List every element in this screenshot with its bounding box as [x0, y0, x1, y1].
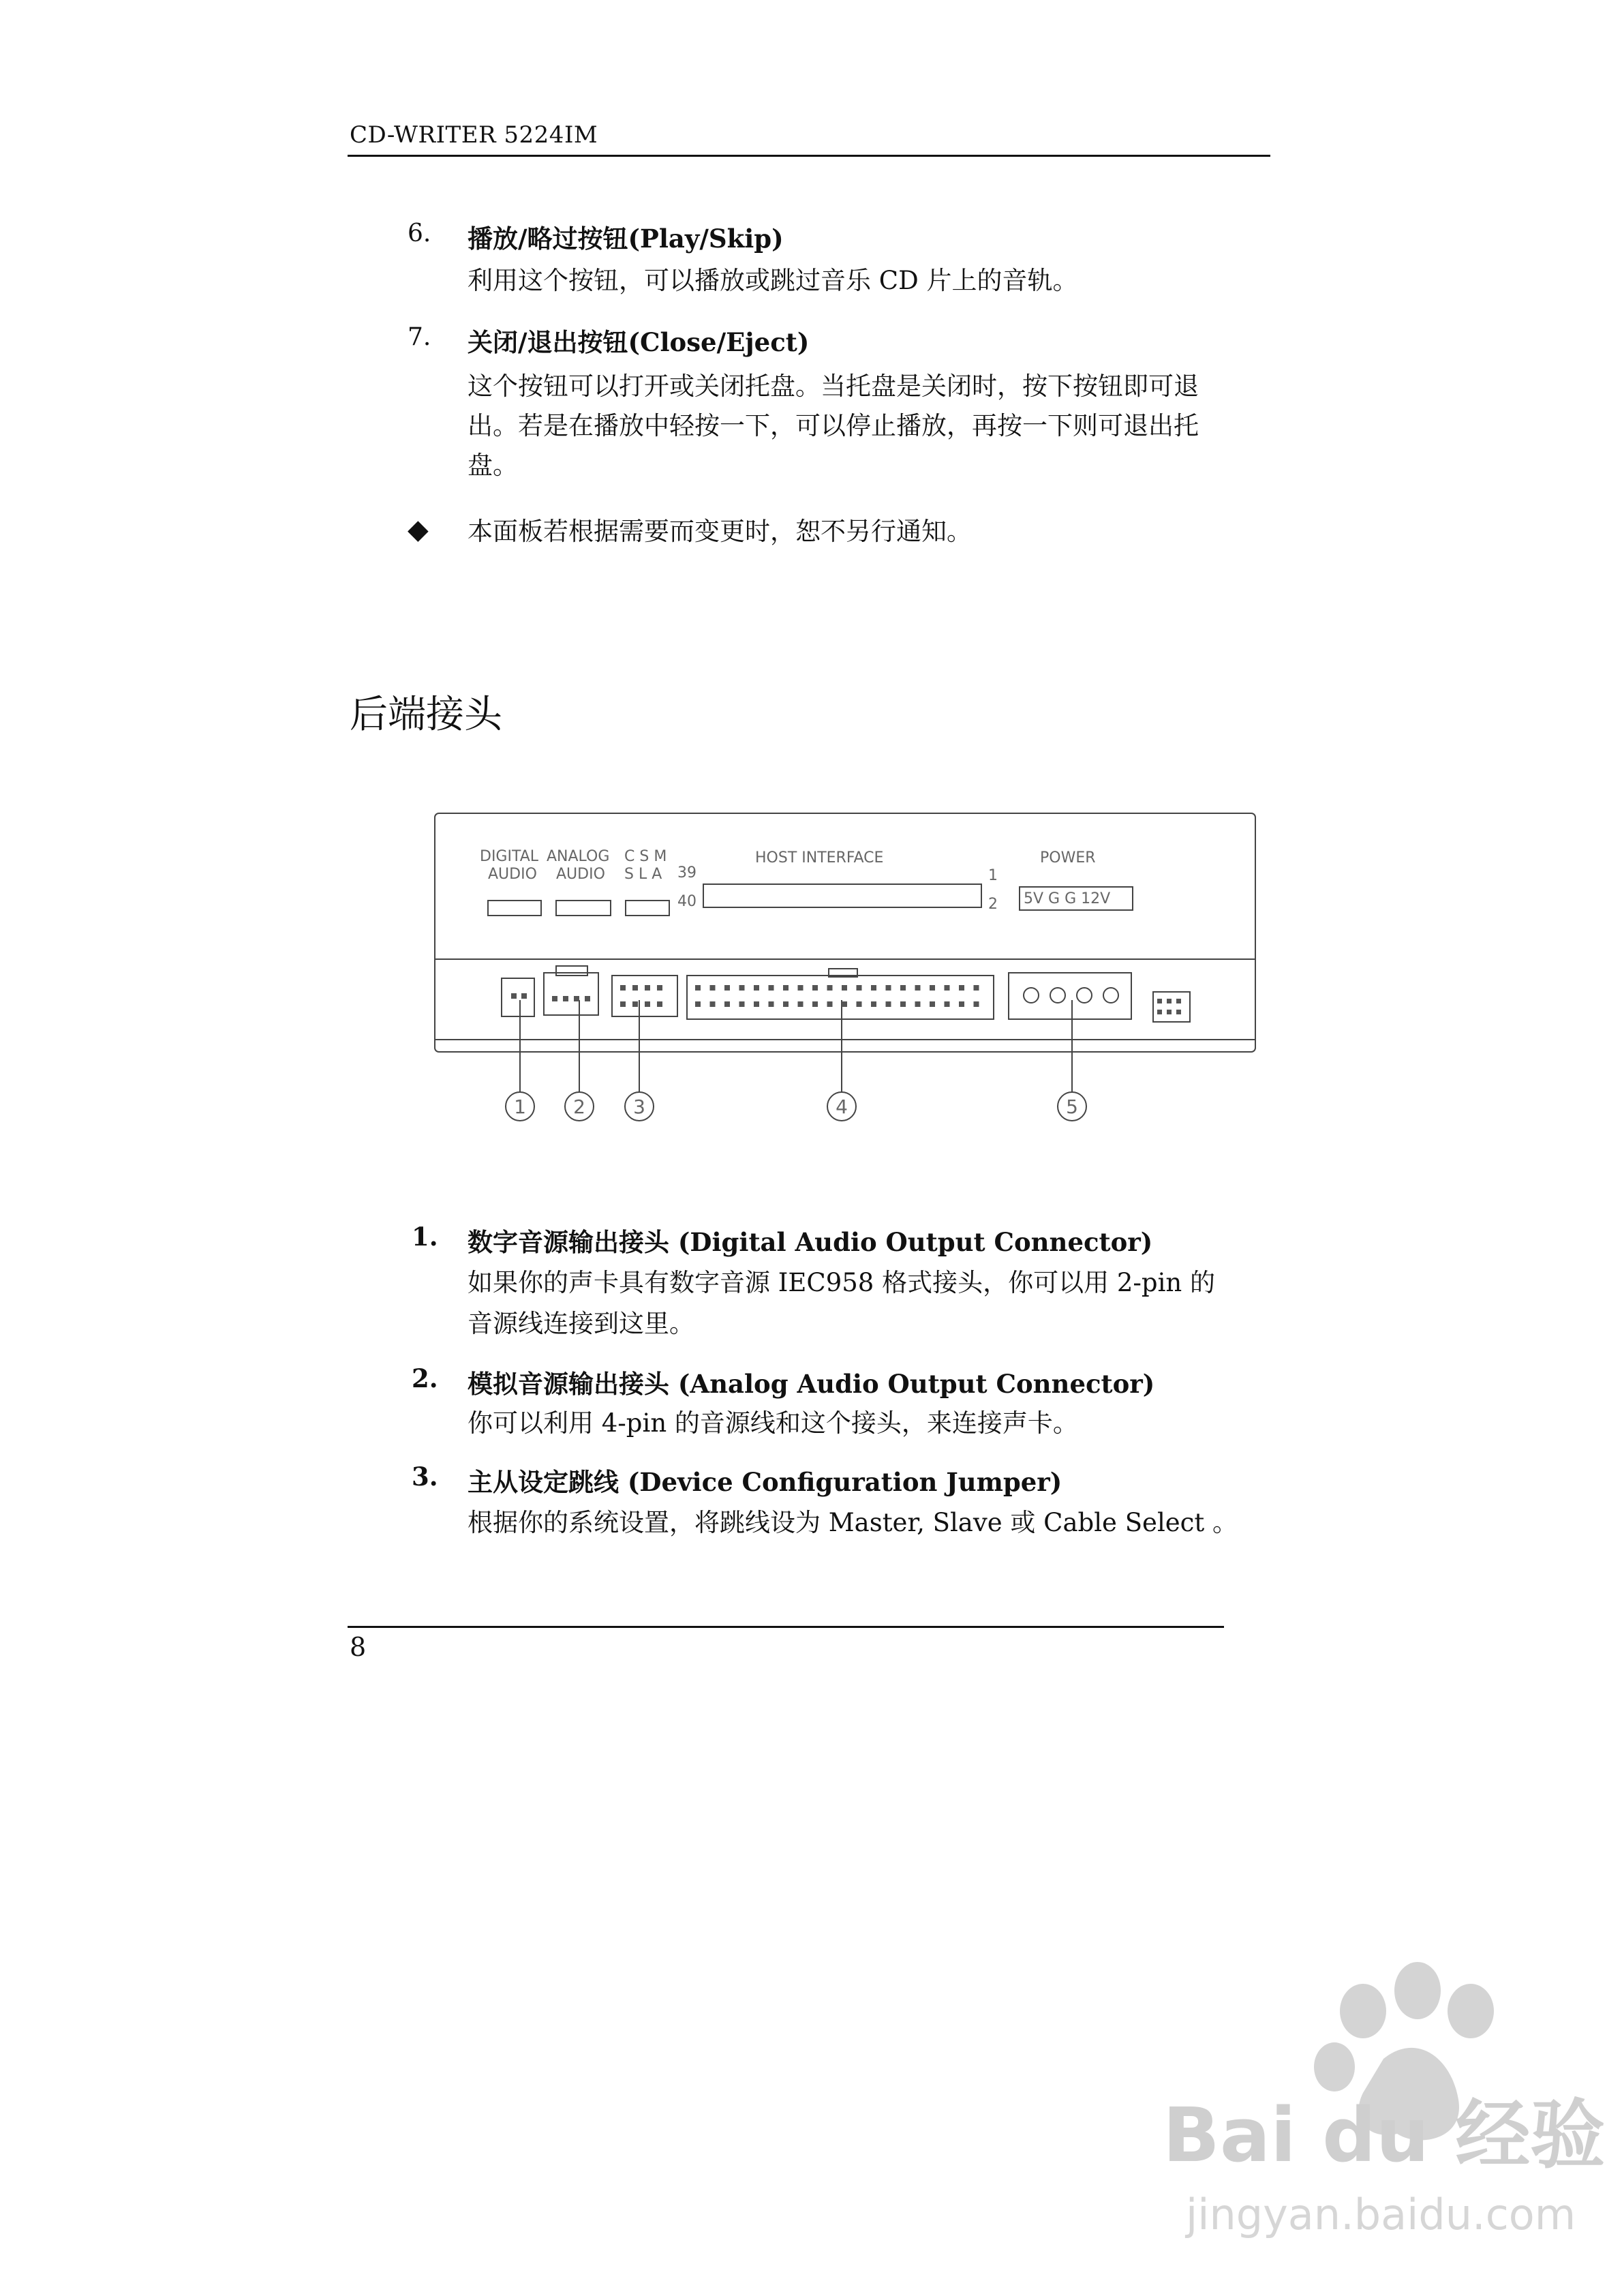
item-title: 数字音源输出接头 (Digital Audio Output Connector)	[468, 1227, 1153, 1257]
baidu-watermark	[1159, 1936, 1606, 2250]
note-text: 本面板若根据需要而变更时，恕不另行通知。	[468, 517, 972, 546]
item-body: 根据你的系统设置，将跳线设为 Master, Slave 或 Cable Select 。	[468, 1508, 1238, 1537]
ide-pin	[945, 1001, 950, 1007]
label-analog: ANALOG	[547, 848, 610, 865]
ide-pin	[915, 985, 921, 991]
watermark-brand: Bai du 经验	[1163, 2091, 1606, 2179]
callout-3: 3	[633, 1096, 645, 1118]
ide-pin	[695, 985, 701, 991]
item-title: 播放/略过按钮(Play/Skip)	[468, 224, 784, 254]
ide-pin	[886, 1001, 891, 1007]
ide-pin	[857, 1001, 862, 1007]
item-number: 2.	[412, 1363, 438, 1393]
ide-pin	[930, 985, 935, 991]
item-number: 3.	[412, 1462, 438, 1492]
label-pin-1: 1	[988, 867, 998, 884]
ide-pin	[900, 985, 906, 991]
item-number: 1.	[412, 1222, 438, 1252]
ide-pin	[798, 985, 804, 991]
label-digital: DIGITAL	[480, 848, 539, 865]
ide-pin	[900, 1001, 906, 1007]
label-power-pins: 5V G G 12V	[1024, 890, 1111, 907]
header-rule	[348, 155, 1270, 157]
ide-pin	[783, 985, 789, 991]
ide-pin	[710, 1001, 716, 1007]
ide-pin	[754, 985, 759, 991]
label-pin-40: 40	[677, 893, 697, 910]
label-power: POWER	[1040, 849, 1096, 866]
item-body: 如果你的声卡具有数字音源 IEC958 格式接头，你可以用 2-pin 的 音源线连接到这里。	[468, 1268, 1215, 1338]
label-pin-2: 2	[988, 896, 998, 913]
item-body: 利用这个按钮，可以播放或跳过音乐 CD 片上的音轨。	[468, 266, 1078, 295]
ide-pin	[959, 985, 964, 991]
ide-pin	[798, 1001, 804, 1007]
ide-pin	[974, 1001, 979, 1007]
ide-pin	[739, 985, 745, 991]
ide-pin	[842, 985, 847, 991]
callout-2: 2	[573, 1096, 585, 1118]
rear-connector-diagram	[423, 808, 1268, 1142]
ide-pin	[812, 985, 818, 991]
callout-1: 1	[514, 1096, 526, 1118]
ide-pin	[842, 1001, 847, 1007]
running-header: CD-WRITER 5224IM	[350, 121, 598, 149]
ide-pin	[812, 1001, 818, 1007]
ide-pin	[710, 985, 716, 991]
ide-pin	[930, 1001, 935, 1007]
label-pin-39: 39	[677, 864, 697, 881]
item-title: 模拟音源输出接头 (Analog Audio Output Connector)	[468, 1369, 1155, 1399]
item-body: 你可以利用 4-pin 的音源线和这个接头，来连接声卡。	[468, 1408, 1078, 1438]
footer-rule	[348, 1626, 1224, 1628]
item-number: 7.	[408, 323, 431, 351]
item-body: 这个按钮可以打开或关闭托盘。当托盘是关闭时，按下按钮即可退 出。若是在播放中轻按一下，可以停止播放，再按一下则可退出托 盘。	[468, 372, 1199, 480]
item-title: 关闭/退出按钮(Close/Eject)	[468, 327, 810, 357]
ide-pin	[769, 985, 774, 991]
label-csm: C S M	[624, 848, 667, 865]
section-title: 后端接头	[350, 693, 502, 737]
ide-pin	[827, 985, 833, 991]
item-number: 6.	[408, 220, 431, 247]
ide-pin	[871, 1001, 876, 1007]
label-audio-analog: AUDIO	[556, 866, 605, 883]
label-sla: S L A	[624, 866, 662, 883]
ide-pin	[871, 985, 876, 991]
ide-pin	[754, 1001, 759, 1007]
diamond-bullet-icon: ◆	[408, 514, 429, 545]
label-host-interface: HOST INTERFACE	[755, 849, 884, 866]
page-number: 8	[350, 1632, 367, 1662]
ide-pin	[827, 1001, 833, 1007]
ide-pin	[739, 1001, 745, 1007]
ide-pin	[915, 1001, 921, 1007]
ide-pin	[724, 985, 730, 991]
label-audio-digital: AUDIO	[488, 866, 537, 883]
ide-pin	[974, 985, 979, 991]
watermark-url: jingyan.baidu.com	[1186, 2190, 1576, 2239]
ide-pin	[959, 1001, 964, 1007]
callout-5: 5	[1066, 1096, 1078, 1118]
ide-pin	[769, 1001, 774, 1007]
ide-pin	[857, 985, 862, 991]
ide-pin	[695, 1001, 701, 1007]
ide-pin	[783, 1001, 789, 1007]
item-title: 主从设定跳线 (Device Configuration Jumper)	[468, 1467, 1062, 1497]
ide-pin	[724, 1001, 730, 1007]
ide-pin	[886, 985, 891, 991]
callout-4: 4	[836, 1096, 848, 1118]
ide-pin	[945, 985, 950, 991]
